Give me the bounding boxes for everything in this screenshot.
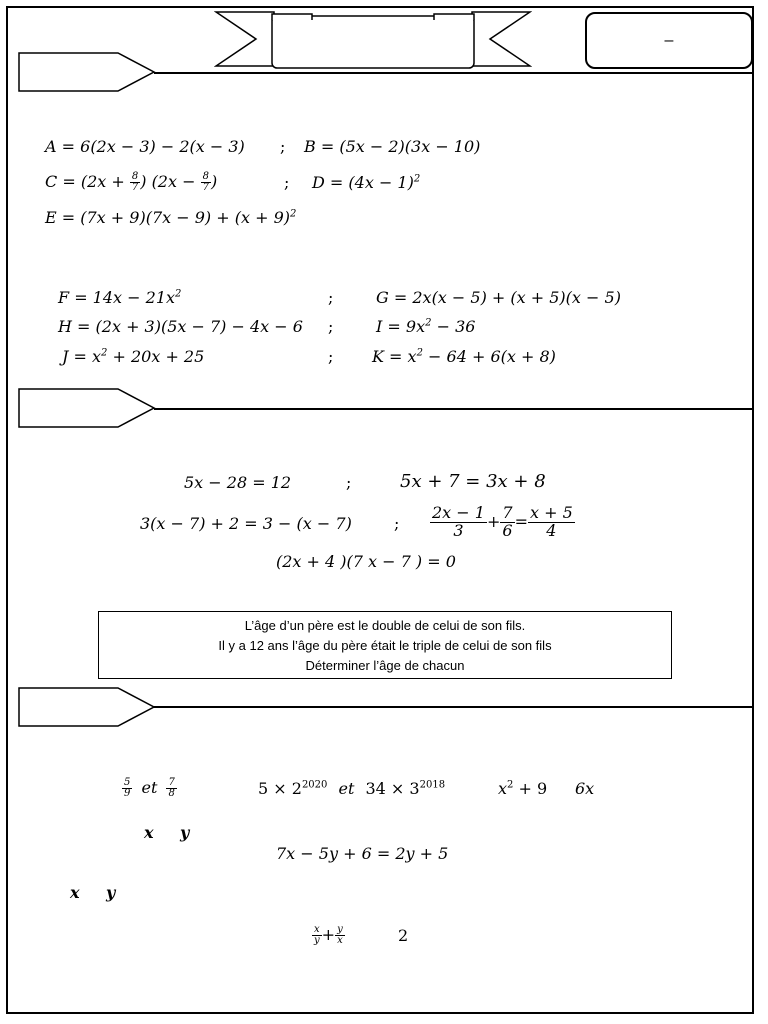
- expr-c-mid: ) (2x −: [140, 172, 201, 191]
- compare-powers: $5 \times 2^{2020}$ et $34 \times 3^{2018}$: [258, 779, 446, 798]
- section-2-divider: [154, 408, 754, 410]
- header-badge-text: –: [664, 32, 674, 49]
- linear-equation: 7x − 5y + 6 = 2y + 5: [276, 844, 449, 863]
- expr-b: B = (5x − 2)(3x − 10): [304, 137, 481, 156]
- fraction-seven-eighths: $\frac{7}{8}$: [168, 776, 175, 799]
- equation-4: $\frac{2x - 1}{3}$ + $\frac{7}{6}$ = $\frac{x + 5}{4}$: [432, 503, 573, 540]
- expr-sep-5: ;: [328, 347, 334, 366]
- section-2-arrow-icon: [18, 388, 158, 430]
- header-badge: [585, 12, 753, 69]
- expr-d: $D = (4x - 1)^2$: [312, 173, 421, 192]
- expr-c-close: ): [210, 172, 218, 191]
- expr-sep-4: ;: [328, 317, 334, 336]
- equation-2: 5x + 7 = 3x + 8: [400, 471, 546, 492]
- equation-4-frac-2: $\frac{7}{6}$: [502, 503, 513, 540]
- equation-1: 5x − 28 = 12: [184, 473, 292, 492]
- variable-y-2: y: [106, 883, 116, 902]
- expr-a: A = 6(2x − 3) − 2(x − 3): [45, 137, 245, 156]
- expr-sep-3: ;: [328, 288, 334, 307]
- fraction-five-ninths: $\frac{5}{9}$: [124, 776, 131, 799]
- expr-c-prefix: C =: [45, 172, 81, 191]
- problem-line-1: L’âge d’un père est le double de celui de son fils.: [244, 618, 526, 633]
- variable-x-1: x: [144, 823, 154, 842]
- equation-sep-2: ;: [394, 514, 400, 533]
- expr-sep-2: ;: [284, 173, 290, 192]
- ribbon-banner: [214, 10, 532, 72]
- expr-c-frac-1: $\frac{8}{7}$: [131, 170, 139, 193]
- equation-3: 3(x − 7) + 2 = 3 − (x − 7): [140, 514, 352, 533]
- equation-4-frac-3: $\frac{x + 5}{4}$: [529, 503, 573, 540]
- equation-5: (2x + 4 )(7 x − 7 ) = 0: [276, 552, 456, 571]
- equation-4-frac-1: $\frac{2x - 1}{3}$: [432, 503, 485, 540]
- problem-line-2: Il y a 12 ans l’âge du père était le triple de celui de son fils: [218, 638, 552, 653]
- section-3-arrow-icon: [18, 687, 158, 729]
- expr-i: $I = 9x^2 - 36$: [376, 317, 476, 336]
- value-two: 2: [398, 926, 409, 945]
- compare-six-x: 6x: [575, 779, 595, 798]
- expr-g: G = 2x(x − 5) + (x + 5)(x − 5): [376, 288, 621, 307]
- expr-c-open: (2x +: [80, 172, 130, 191]
- section-3-divider: [154, 706, 754, 708]
- fraction-y-over-x: $\frac{y}{x}$: [337, 923, 343, 946]
- sum-expression: $\frac{x}{y}$ + $\frac{y}{x}$: [314, 923, 343, 946]
- section-1-arrow-icon: [18, 52, 158, 94]
- fraction-x-over-y: $\frac{x}{y}$: [314, 923, 320, 946]
- expr-h: H = (2x + 3)(5x − 7) − 4x − 6: [58, 317, 303, 336]
- compare-quadratic: $x^2 + 9$: [498, 779, 548, 798]
- expr-j: $J = x^2 + 20x + 25$: [62, 347, 205, 366]
- expr-f: $F = 14x - 21x^2$: [58, 288, 182, 307]
- expr-e: $E = (7x + 9)(7x - 9) + (x + 9)^2$: [45, 208, 297, 227]
- section-1-divider: [154, 72, 754, 74]
- expr-c: [45, 166, 217, 198]
- equation-sep-1: ;: [346, 473, 352, 492]
- compare-fractions: $\frac{5}{9}$ et $\frac{7}{8}$: [124, 776, 175, 799]
- expr-sep-1: ;: [280, 137, 286, 156]
- expr-k: $K = x^2 - 64 + 6(x + 8)$: [372, 347, 556, 366]
- problem-line-3: Déterminer l’âge de chacun: [305, 658, 465, 673]
- word-problem-box: [98, 611, 672, 679]
- variable-y-1: y: [180, 823, 190, 842]
- variable-x-2: x: [70, 883, 80, 902]
- expr-c-frac-2: $\frac{8}{7}$: [202, 170, 209, 193]
